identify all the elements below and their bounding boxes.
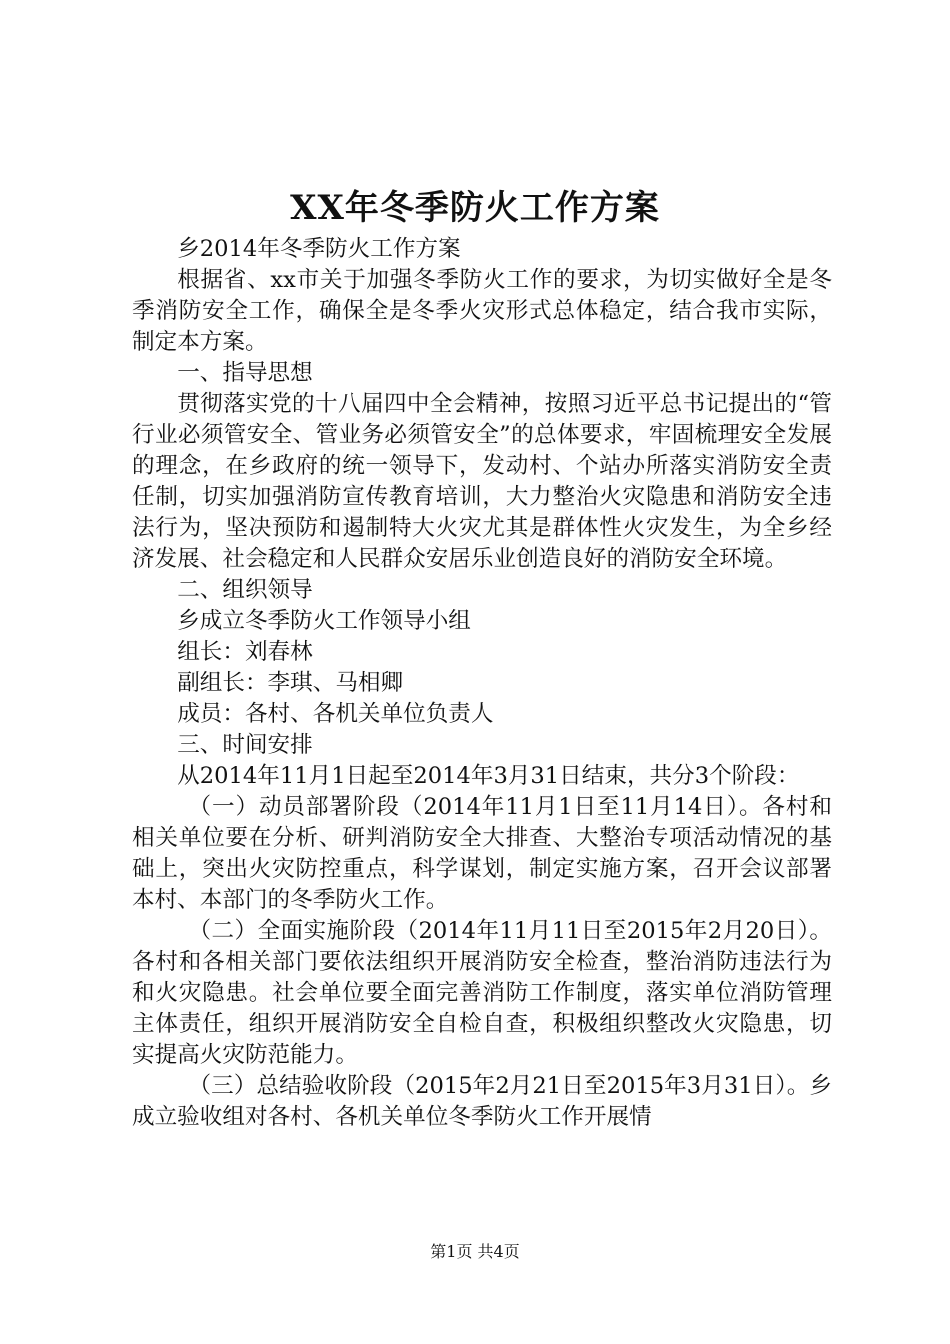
page-footer: 第1页 共4页 [430,1242,520,1261]
intro-paragraph: 根据省、xx市关于加强冬季防火工作的要求，为切实做好全是冬季消防安全工作，确保全是冬季火灾形式总体稳定，结合我市实际，制定本方案。 [132,267,832,355]
section-heading-guiding-ideology: 一、指导思想 [177,360,313,386]
section-heading-organization: 二、组织领导 [177,577,313,603]
phase-two-paragraph: （二）全面实施阶段（2014年11月11日至2015年2月20日）。各村和各相关部门要依法组织开展消防安全检查，整治消防违法行为和火灾隐患。社会单位要全面完善消防工作制度，落实单位消防管理主体责任，组织开展消防安全自检自查，积极组织整改火灾隐患，切实提高火灾防范能力。 [132,918,832,1068]
phase-one-paragraph: （一）动员部署阶段（2014年11月1日至11月14日）。各村和相关单位要在分析、研判消防安全大排查、大整治专项活动情况的基础上，突出火灾防控重点，科学谋划，制定实施方案，召开会议部署本村、本部门的冬季防火工作。 [132,794,832,913]
document-body [132,234,832,1133]
schedule-intro-paragraph: 从2014年11月1日起至2014年3月31日结束，共分3个阶段： [177,763,800,789]
section-heading-schedule: 三、时间安排 [177,732,313,758]
deputy-leader-paragraph: 副组长：李琪、马相卿 [177,670,404,696]
guiding-ideology-paragraph: 贯彻落实党的十八届四中全会精神，按照习近平总书记提出的“管行业必须管安全、管业务必须管安全”的总体要求，牢固梳理安全发展的理念，在乡政府的统一领导下，发动村、个站办所落实消防安全责任制，切实加强消防宣传教育培训，大力整治火灾隐患和消防安全违法行为，坚决预防和遏制特大火灾尤其是群体性火灾发生，为全乡经济发展、社会稳定和人民群众安居乐业创造良好的消防安全环境。 [132,391,832,572]
document-title: XX年冬季防火工作方案 [290,188,660,228]
leadership-group-paragraph: 乡成立冬季防火工作领导小组 [177,608,471,634]
phase-three-paragraph: （三）总结验收阶段（2015年2月21日至2015年3月31日）。乡成立验收组对各村、各机关单位冬季防火工作开展情 [132,1073,832,1130]
group-leader-paragraph: 组长：刘春林 [177,639,313,665]
members-paragraph: 成员：各村、各机关单位负责人 [177,701,494,727]
subtitle-paragraph: 乡2014年冬季防火工作方案 [177,236,461,262]
